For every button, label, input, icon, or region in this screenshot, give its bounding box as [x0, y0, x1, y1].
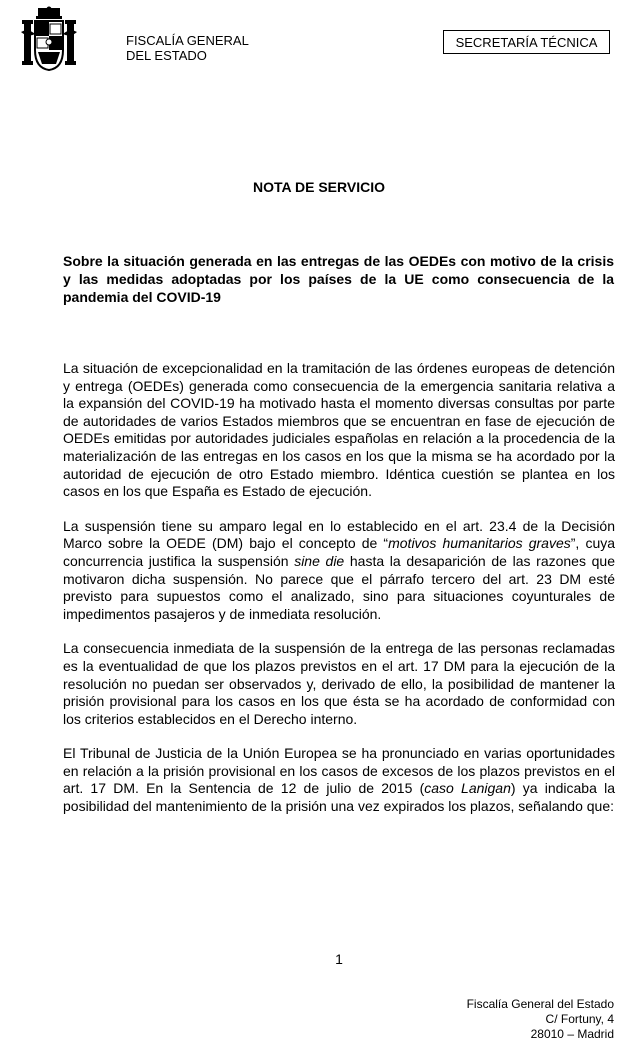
department-box [443, 30, 610, 54]
paragraph-2-text: ”, cuya concurrencia justifica la suspensión [63, 535, 616, 569]
organization-name [126, 33, 249, 63]
footer-line-1: Fiscalía General del Estado [466, 997, 614, 1011]
paragraph-2-text: hasta la desaparición de las razones que motivaron dicha suspensión. No parece que el párrafo tercero del art. 23 DM esté previsto para supuestos como el analizado, sino para situaciones coyunturales de impedimentos pasajeros y de inmediata resolución. [63, 552, 615, 622]
paragraph-2-italic: sine die [294, 552, 345, 569]
paragraph-4-text: El Tribunal de Justicia de la Unión Europea se ha pronunciado en varias oportunidades en relación a la prisión provisional en los casos de excesos de los plazos previstos en el art. 17 DM. En la Sentencia de 12 de julio de 2015 ( [63, 745, 615, 797]
page-number: 1 [335, 951, 343, 967]
spain-coat-of-arms-icon [20, 6, 78, 74]
footer-line-2: C/ Fortuny, 4 [545, 1012, 614, 1026]
org-line-1: FISCALÍA GENERAL [126, 33, 249, 48]
document-subject: Sobre la situación generada en las entregas de las OEDEs con motivo de la crisis y las medidas adoptadas por los países de la UE como consecuencia de la pandemia del COVID-19 [63, 253, 614, 305]
document-title: NOTA DE SERVICIO [253, 179, 385, 195]
paragraph-2-italic: motivos humanitarios graves [388, 535, 571, 552]
paragraph-4 [63, 745, 615, 815]
paragraph-4-text: ) ya indicaba la posibilidad del mantenimiento de la prisión una vez expirados los plazos, señalando que: [63, 780, 615, 815]
paragraph-2 [63, 518, 615, 624]
department-label: SECRETARÍA TÉCNICA [455, 34, 598, 50]
footer-address [467, 997, 614, 1042]
paragraph-3: La consecuencia inmediata de la suspensión de la entrega de las personas reclamadas es la eventualidad de que los plazos previstos en el art. 17 DM para la ejecución de la resolución no puedan ser observados y, derivado de ello, la posibilidad de mantener la prisión provisional para los casos en los que ésta se ha acordado de conformidad con los criterios establecidos en el Derecho interno. [63, 640, 615, 727]
org-line-2: DEL ESTADO [126, 48, 207, 63]
footer-line-3: 28010 – Madrid [530, 1027, 614, 1041]
paragraph-2-text: La suspensión tiene su amparo legal en lo establecido en el art. 23.4 de la Decisión Marco sobre la OEDE (DM) bajo el concepto de “ [63, 517, 615, 552]
paragraph-4-italic: caso Lanigan [424, 780, 511, 797]
paragraph-1: La situación de excepcionalidad en la tramitación de las órdenes europeas de detención y entrega (OEDEs) generada como consecuencia de la emergencia sanitaria relativa a la expansión del COVID-19 ha motivado hasta el momento diversas consultas por parte de autoridades de varios Estados miembros que se encuentran en fase de ejecución de OEDEs emitidas por autoridades judiciales españolas en relación a la procedencia de la materialización de las entregas en los casos en los que la misma se ha acordado por la autoridad de ejecución de otro Estado miembro. Idéntica cuestión se plantea en los casos en los que España es Estado de ejecución. [63, 360, 615, 500]
document-body [63, 360, 615, 833]
